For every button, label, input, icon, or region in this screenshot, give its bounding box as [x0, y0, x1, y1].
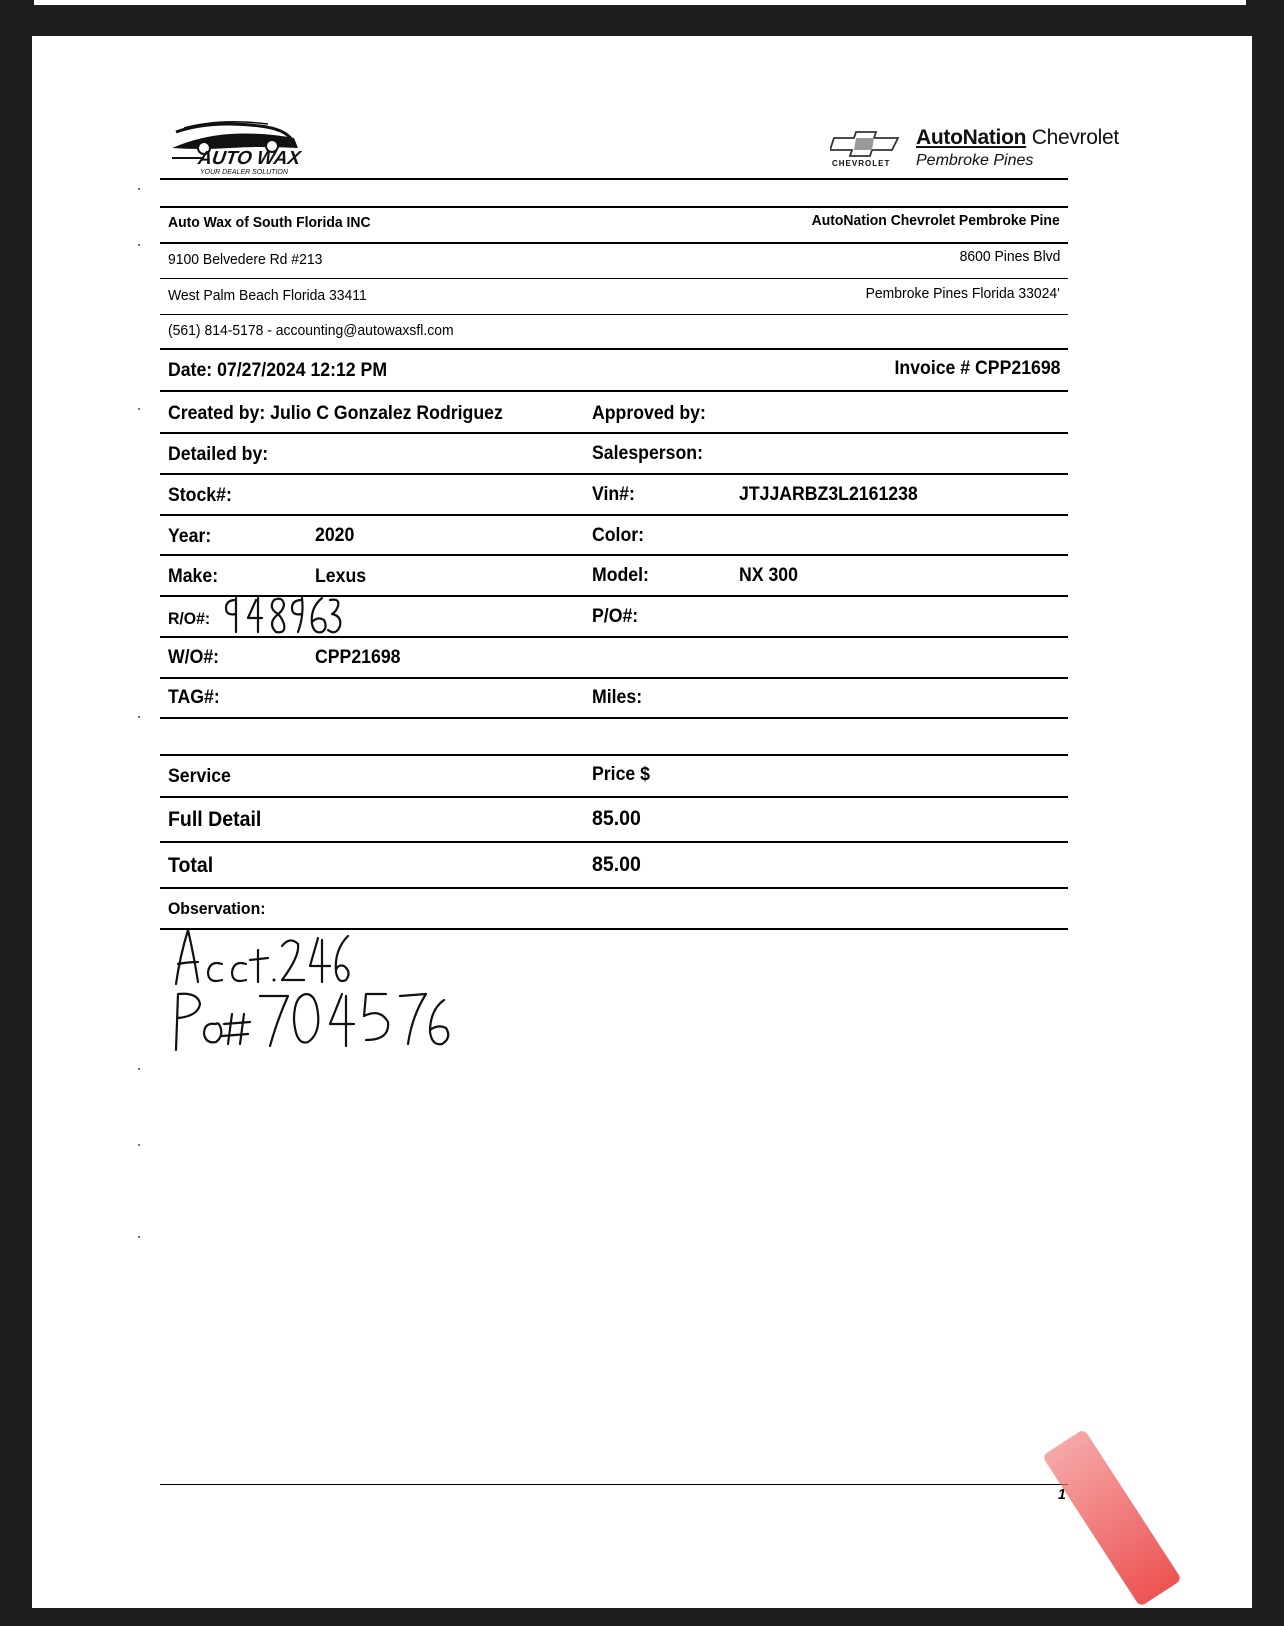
scan-speck	[138, 716, 140, 718]
invoice-date: Date: 07/27/2024 12:12 PM	[168, 360, 388, 381]
chevrolet-bowtie-icon	[830, 128, 902, 168]
footer-rule	[160, 1484, 1068, 1485]
service-column-header: Service	[168, 766, 231, 787]
total-label: Total	[168, 854, 214, 877]
color-label: Color:	[592, 525, 645, 546]
approved-by-label: Approved by:	[592, 403, 706, 424]
salesperson-label: Salesperson:	[592, 443, 703, 464]
autowax-logo	[170, 118, 310, 178]
customer-address: 8600 Pines Blvd	[959, 248, 1060, 265]
top-page-edge	[34, 0, 1246, 5]
scan-speck	[138, 1144, 140, 1146]
svg-text:YOUR DEALER SOLUTION: YOUR DEALER SOLUTION	[200, 169, 288, 176]
red-marker-overlay	[1042, 1429, 1182, 1607]
divider	[160, 432, 1068, 434]
invoice-number: Invoice # CPP21698	[893, 358, 1060, 379]
scan-speck	[138, 408, 140, 410]
divider	[160, 242, 1068, 244]
make-label: Make:	[168, 566, 219, 587]
scan-speck	[138, 1236, 140, 1238]
vendor-contact: (561) 814-5178 - accounting@autowaxsfl.com	[168, 322, 454, 339]
wo-label: W/O#:	[168, 647, 220, 668]
divider	[160, 754, 1068, 756]
divider	[160, 178, 1068, 180]
year-label: Year:	[168, 526, 212, 547]
divider	[160, 390, 1068, 392]
model-value: NX 300	[739, 565, 798, 586]
autonation-chevrolet-logo	[830, 124, 1140, 174]
invoice-page	[32, 36, 1252, 1608]
vin-label: Vin#:	[592, 484, 635, 505]
year-value: 2020	[315, 525, 355, 546]
customer-city: Pembroke Pines Florida 33024'	[865, 285, 1060, 302]
created-by: Created by: Julio C Gonzalez Rodriguez	[168, 403, 503, 424]
divider	[160, 554, 1068, 556]
stock-label: Stock#:	[168, 485, 232, 506]
autonation-location: Pembroke Pines	[916, 152, 1034, 169]
divider	[160, 473, 1068, 475]
svg-text:CHEVROLET: CHEVROLET	[832, 159, 891, 168]
divider	[160, 677, 1068, 679]
service-item-price: 85.00	[592, 807, 641, 830]
tag-label: TAG#:	[168, 687, 220, 708]
wo-value: CPP21698	[315, 647, 401, 668]
divider	[160, 796, 1068, 798]
detailed-by-label: Detailed by:	[168, 444, 269, 465]
svg-text:AUTO WAX: AUTO WAX	[196, 148, 302, 169]
miles-label: Miles:	[592, 687, 643, 708]
make-value: Lexus	[315, 566, 367, 587]
page-number: 1	[1058, 1486, 1066, 1503]
vin-value: JTJJARBZ3L2161238	[739, 484, 918, 505]
vendor-address: 9100 Belvedere Rd #213	[168, 251, 323, 268]
divider	[160, 314, 1068, 315]
service-item-name: Full Detail	[168, 808, 262, 831]
ro-label: R/O#:	[168, 609, 211, 628]
po-label: P/O#:	[592, 606, 639, 627]
divider	[160, 278, 1068, 279]
scan-speck	[138, 1068, 140, 1070]
divider	[160, 514, 1068, 516]
observation-label: Observation:	[168, 899, 266, 918]
divider	[160, 206, 1068, 208]
price-column-header: Price $	[592, 764, 650, 785]
divider	[160, 717, 1068, 719]
customer-name: AutoNation Chevrolet Pembroke Pine	[811, 212, 1060, 229]
model-label: Model:	[592, 565, 649, 586]
divider	[160, 348, 1068, 350]
divider	[160, 841, 1068, 843]
autonation-title: AutoNation Chevrolet	[916, 126, 1119, 149]
vendor-name: Auto Wax of South Florida INC	[168, 214, 371, 231]
total-value: 85.00	[592, 853, 641, 876]
scan-speck	[138, 188, 140, 190]
scan-speck	[138, 244, 140, 246]
vendor-city: West Palm Beach Florida 33411	[168, 287, 367, 304]
divider	[160, 887, 1068, 889]
